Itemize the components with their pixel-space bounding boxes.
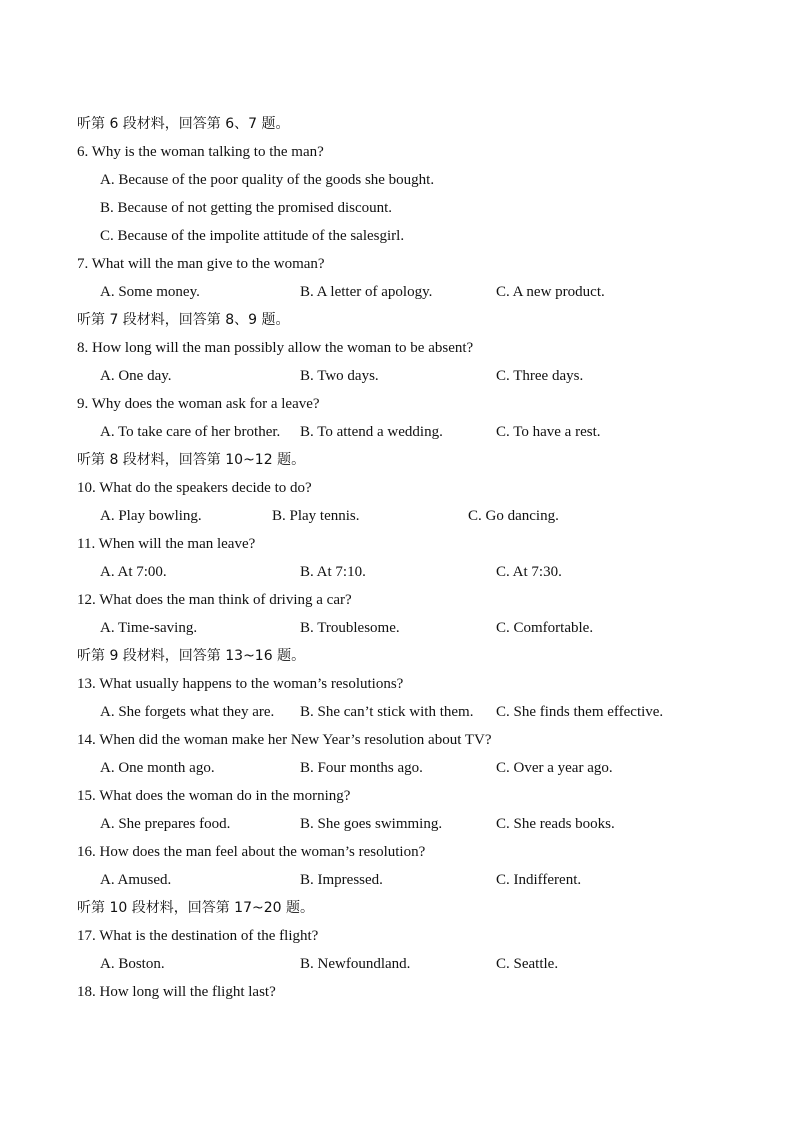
question-stem: 6. Why is the woman talking to the man? bbox=[77, 144, 324, 160]
question-stem: 14. When did the woman make her New Year’s resolution about TV? bbox=[77, 732, 492, 748]
section-heading: 听第 7 段材料，回答第 8、9 题。 bbox=[77, 312, 290, 328]
question-stem: 9. Why does the woman ask for a leave? bbox=[77, 396, 320, 412]
option-b: B. Impressed. bbox=[300, 872, 383, 888]
section-heading: 听第 8 段材料，回答第 10~12 题。 bbox=[77, 452, 306, 468]
option-c: C. A new product. bbox=[496, 284, 605, 300]
option-c: C. At 7:30. bbox=[496, 564, 562, 580]
question-stem: 17. What is the destination of the flight? bbox=[77, 928, 319, 944]
option-b: B. Newfoundland. bbox=[300, 956, 411, 972]
question-stem: 11. When will the man leave? bbox=[77, 536, 256, 552]
question-stem: 15. What does the woman do in the morning? bbox=[77, 788, 351, 804]
option-c: C. Three days. bbox=[496, 368, 584, 384]
option-a: A. Some money. bbox=[100, 284, 200, 300]
question-stem: 18. How long will the flight last? bbox=[77, 984, 276, 1000]
option-b: B. She goes swimming. bbox=[300, 816, 443, 832]
option-a: A. One month ago. bbox=[100, 760, 215, 776]
option-c: C. Because of the impolite attitude of the salesgirl. bbox=[100, 228, 405, 244]
option-c: C. Seattle. bbox=[496, 956, 559, 972]
question-stem: 8. How long will the man possibly allow the woman to be absent? bbox=[77, 340, 474, 356]
option-b: B. A letter of apology. bbox=[300, 284, 433, 300]
option-c: C. She reads books. bbox=[496, 816, 615, 832]
section-heading: 听第 9 段材料，回答第 13~16 题。 bbox=[77, 648, 306, 664]
option-a: A. Play bowling. bbox=[100, 508, 202, 524]
option-a: A. At 7:00. bbox=[100, 564, 167, 580]
option-a: A. One day. bbox=[100, 368, 172, 384]
option-c: C. Comfortable. bbox=[496, 620, 594, 636]
option-b: B. Troublesome. bbox=[300, 620, 400, 636]
option-a: A. Time-saving. bbox=[100, 620, 198, 636]
question-stem: 12. What does the man think of driving a car? bbox=[77, 592, 352, 608]
option-b: B. Play tennis. bbox=[272, 508, 360, 524]
option-b: B. She can’t stick with them. bbox=[300, 704, 474, 720]
option-b: B. To attend a wedding. bbox=[300, 424, 443, 440]
option-b: B. At 7:10. bbox=[300, 564, 366, 580]
section-heading: 听第 6 段材料，回答第 6、7 题。 bbox=[77, 116, 290, 132]
option-c: C. To have a rest. bbox=[496, 424, 601, 440]
question-stem: 13. What usually happens to the woman’s resolutions? bbox=[77, 676, 404, 692]
option-c: C. Over a year ago. bbox=[496, 760, 613, 776]
option-c: C. Indifferent. bbox=[496, 872, 582, 888]
option-a: A. She prepares food. bbox=[100, 816, 231, 832]
section-heading: 听第 10 段材料，回答第 17~20 题。 bbox=[77, 900, 314, 916]
option-a: A. Boston. bbox=[100, 956, 165, 972]
question-stem: 7. What will the man give to the woman? bbox=[77, 256, 325, 272]
option-a: A. She forgets what they are. bbox=[100, 704, 275, 720]
option-c: C. Go dancing. bbox=[468, 508, 559, 524]
question-stem: 16. How does the man feel about the woman’s resolution? bbox=[77, 844, 426, 860]
option-c: C. She finds them effective. bbox=[496, 704, 664, 720]
option-b: B. Four months ago. bbox=[300, 760, 423, 776]
option-b: B. Because of not getting the promised discount. bbox=[100, 200, 393, 216]
option-a: A. Because of the poor quality of the goods she bought. bbox=[100, 172, 435, 188]
question-stem: 10. What do the speakers decide to do? bbox=[77, 480, 312, 496]
option-a: A. Amused. bbox=[100, 872, 172, 888]
option-a: A. To take care of her brother. bbox=[100, 424, 281, 440]
option-b: B. Two days. bbox=[300, 368, 379, 384]
